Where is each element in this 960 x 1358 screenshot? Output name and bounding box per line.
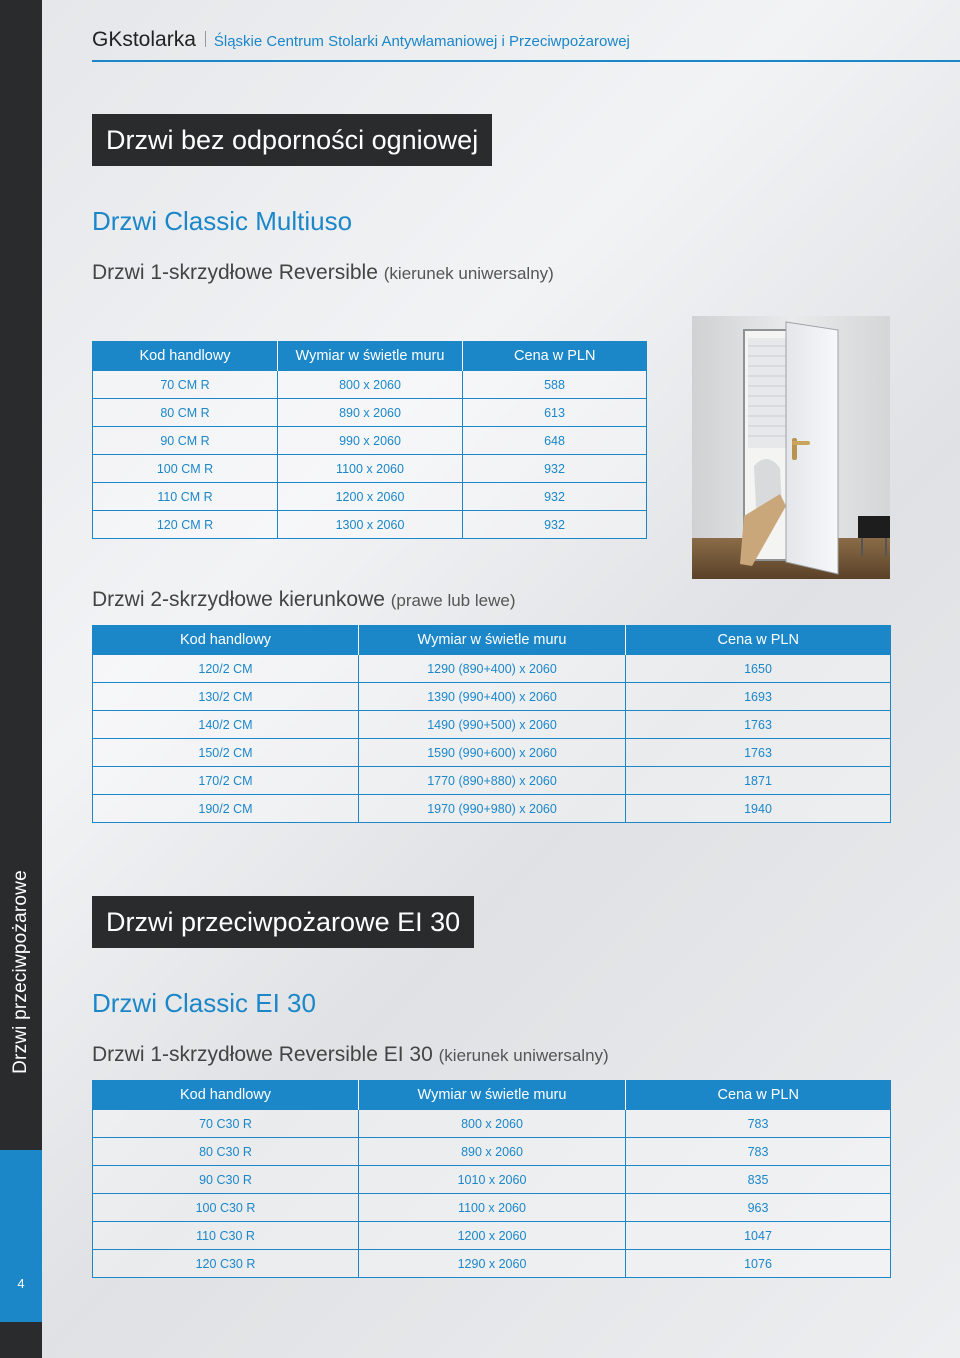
cell-code: 70 CM R xyxy=(93,371,278,399)
column-header-dimension: Wymiar w świetle muru xyxy=(359,1080,626,1110)
cell-price: 1650 xyxy=(626,655,891,683)
cell-dimension: 1200 x 2060 xyxy=(278,483,463,511)
subtitle-double-leaf-note: (prawe lub lewe) xyxy=(390,591,516,610)
sidebar-label: Drzwi przeciwpożarowe xyxy=(10,870,31,1074)
section-title-fire-rated: Drzwi przeciwpożarowe EI 30 xyxy=(92,896,474,948)
cell-dimension: 990 x 2060 xyxy=(278,427,463,455)
cell-dimension: 1390 (990+400) x 2060 xyxy=(359,683,626,711)
cell-code: 120 C30 R xyxy=(93,1250,359,1278)
cell-price: 1871 xyxy=(626,767,891,795)
table-header-row xyxy=(93,1080,891,1110)
subtitle-single-leaf-note: (kierunek uniwersalny) xyxy=(383,264,554,283)
price-table-double-leaf xyxy=(92,625,891,823)
cell-price: 932 xyxy=(463,455,647,483)
subtitle-ei30 xyxy=(92,1043,609,1067)
price-table-single-leaf xyxy=(92,341,647,539)
cell-price: 783 xyxy=(626,1138,891,1166)
cell-dimension: 1100 x 2060 xyxy=(278,455,463,483)
page-number: 4 xyxy=(17,1276,25,1291)
cell-code: 90 CM R xyxy=(93,427,278,455)
cell-code: 100 CM R xyxy=(93,455,278,483)
cell-dimension: 890 x 2060 xyxy=(278,399,463,427)
door-photo xyxy=(692,316,890,579)
cell-dimension: 800 x 2060 xyxy=(278,371,463,399)
price-table-ei30 xyxy=(92,1080,891,1278)
header-tagline: Śląskie Centrum Stolarki Antywłamaniowej i Przeciwpożarowej xyxy=(213,33,630,50)
cell-code: 130/2 CM xyxy=(93,683,359,711)
table-row xyxy=(93,1110,891,1138)
door-photo-illustration xyxy=(692,316,890,579)
brand-name: GKstolarka xyxy=(92,28,196,51)
cell-code: 190/2 CM xyxy=(93,795,359,823)
cell-code: 90 C30 R xyxy=(93,1166,359,1194)
cell-dimension: 1490 (990+500) x 2060 xyxy=(359,711,626,739)
cell-dimension: 1970 (990+980) x 2060 xyxy=(359,795,626,823)
cell-dimension: 1010 x 2060 xyxy=(359,1166,626,1194)
cell-price: 932 xyxy=(463,511,647,539)
table-row xyxy=(93,1166,891,1194)
cell-price: 963 xyxy=(626,1194,891,1222)
product-title-ei30: Drzwi Classic EI 30 xyxy=(92,988,316,1018)
cell-dimension: 800 x 2060 xyxy=(359,1110,626,1138)
cell-dimension: 1590 (990+600) x 2060 xyxy=(359,739,626,767)
column-header-dimension: Wymiar w świetle muru xyxy=(359,625,626,655)
column-header-price: Cena w PLN xyxy=(626,625,891,655)
column-header-dimension: Wymiar w świetle muru xyxy=(278,341,463,371)
header-rule xyxy=(92,60,960,62)
cell-price: 1076 xyxy=(626,1250,891,1278)
sidebar-accent xyxy=(0,1150,42,1322)
cell-price: 1763 xyxy=(626,711,891,739)
page-header xyxy=(92,28,630,52)
column-header-code: Kod handlowy xyxy=(93,1080,359,1110)
cell-code: 140/2 CM xyxy=(93,711,359,739)
cell-price: 835 xyxy=(626,1166,891,1194)
table-row xyxy=(93,1250,891,1278)
cell-price: 1047 xyxy=(626,1222,891,1250)
cell-code: 80 CM R xyxy=(93,399,278,427)
cell-price: 588 xyxy=(463,371,647,399)
cell-dimension: 1100 x 2060 xyxy=(359,1194,626,1222)
cell-price: 613 xyxy=(463,399,647,427)
cell-dimension: 1290 x 2060 xyxy=(359,1250,626,1278)
table-row xyxy=(93,427,647,455)
cell-code: 100 C30 R xyxy=(93,1194,359,1222)
subtitle-single-leaf-text: Drzwi 1-skrzydłowe Reversible xyxy=(92,261,378,284)
cell-price: 1940 xyxy=(626,795,891,823)
table-row xyxy=(93,683,891,711)
table-row xyxy=(93,711,891,739)
subtitle-ei30-text: Drzwi 1-skrzydłowe Reversible EI 30 xyxy=(92,1043,433,1066)
cell-dimension: 1300 x 2060 xyxy=(278,511,463,539)
column-header-price: Cena w PLN xyxy=(626,1080,891,1110)
cell-code: 70 C30 R xyxy=(93,1110,359,1138)
subtitle-single-leaf xyxy=(92,261,554,285)
cell-price: 1763 xyxy=(626,739,891,767)
table-header-row xyxy=(93,341,647,371)
cell-code: 80 C30 R xyxy=(93,1138,359,1166)
table-row xyxy=(93,1222,891,1250)
cell-dimension: 1200 x 2060 xyxy=(359,1222,626,1250)
table-row xyxy=(93,1194,891,1222)
table-row xyxy=(93,795,891,823)
cell-code: 120/2 CM xyxy=(93,655,359,683)
table-row xyxy=(93,739,891,767)
table-row xyxy=(93,399,647,427)
cell-code: 110 C30 R xyxy=(93,1222,359,1250)
cell-code: 150/2 CM xyxy=(93,739,359,767)
table-row xyxy=(93,483,647,511)
cell-price: 932 xyxy=(463,483,647,511)
column-header-code: Kod handlowy xyxy=(93,625,359,655)
table-row xyxy=(93,767,891,795)
cell-code: 120 CM R xyxy=(93,511,278,539)
section-title-no-fire-rating: Drzwi bez odporności ogniowej xyxy=(92,114,492,166)
table-row xyxy=(93,511,647,539)
cell-code: 110 CM R xyxy=(93,483,278,511)
cell-dimension: 890 x 2060 xyxy=(359,1138,626,1166)
table-row xyxy=(93,1138,891,1166)
header-divider xyxy=(205,31,206,47)
column-header-price: Cena w PLN xyxy=(463,341,647,371)
cell-price: 648 xyxy=(463,427,647,455)
table-row xyxy=(93,455,647,483)
subtitle-double-leaf-text: Drzwi 2-skrzydłowe kierunkowe xyxy=(92,588,385,611)
column-header-code: Kod handlowy xyxy=(93,341,278,371)
cell-dimension: 1290 (890+400) x 2060 xyxy=(359,655,626,683)
subtitle-ei30-note: (kierunek uniwersalny) xyxy=(438,1046,609,1065)
table-row xyxy=(93,655,891,683)
cell-price: 1693 xyxy=(626,683,891,711)
table-row xyxy=(93,371,647,399)
cell-code: 170/2 CM xyxy=(93,767,359,795)
cell-price: 783 xyxy=(626,1110,891,1138)
table-header-row xyxy=(93,625,891,655)
subtitle-double-leaf xyxy=(92,588,516,612)
product-title-multiuso: Drzwi Classic Multiuso xyxy=(92,206,353,236)
cell-dimension: 1770 (890+880) x 2060 xyxy=(359,767,626,795)
